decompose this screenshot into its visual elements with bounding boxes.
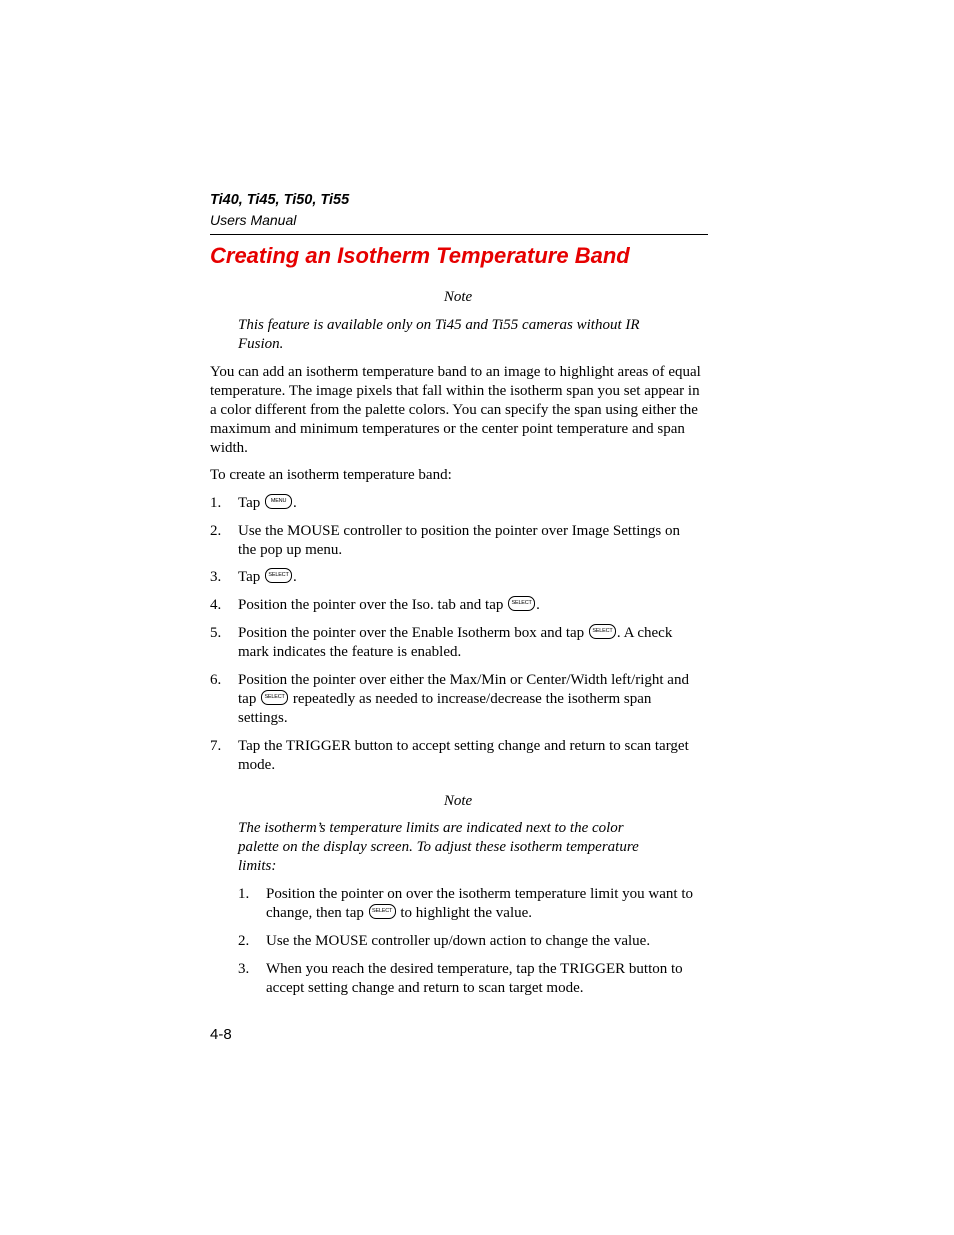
select-button-icon: SELECT bbox=[589, 624, 616, 639]
page-number: 4-8 bbox=[210, 1026, 232, 1043]
select-button-icon: SELECT bbox=[508, 596, 535, 611]
select-button-icon: SELECT bbox=[261, 690, 288, 705]
step-number: 2. bbox=[210, 523, 222, 539]
header-rule bbox=[210, 234, 708, 235]
note-step-text: When you reach the desired temperature, tap the TRIGGER button to accept setting change and return to scan target mode. bbox=[266, 961, 683, 996]
step-number: 7. bbox=[210, 738, 222, 754]
step-number: 3. bbox=[210, 569, 222, 585]
note-label: Note bbox=[443, 289, 473, 305]
step-text: Tap SELECT . bbox=[238, 569, 297, 585]
step-number: 6. bbox=[210, 672, 222, 688]
step-text: Use the MOUSE controller to position the pointer over Image Settings on the pop up menu. bbox=[238, 523, 681, 558]
step-text: Position the pointer over the Iso. tab and tap SELECT . bbox=[238, 597, 540, 613]
note-text: The isotherm’s temperature limits are indicated next to the color palette on the display screen. To adjust these isotherm temperature limits: bbox=[238, 820, 639, 874]
note-step-number: 1. bbox=[238, 886, 250, 902]
select-button-icon: SELECT bbox=[265, 568, 292, 583]
step-number: 5. bbox=[210, 625, 222, 641]
note-text: This feature is available only on Ti45 and Ti55 cameras without IR Fusion. bbox=[238, 317, 640, 352]
lead-paragraph: To create an isotherm temperature band: bbox=[210, 467, 452, 483]
section-title: Creating an Isotherm Temperature Band bbox=[210, 243, 630, 268]
note-step-number: 3. bbox=[238, 961, 250, 977]
step-text: Tap the TRIGGER button to accept setting change and return to scan target mode. bbox=[238, 738, 689, 773]
note-step-number: 2. bbox=[238, 933, 250, 949]
intro-paragraph: You can add an isotherm temperature band to an image to highlight areas of equal temperature. The image pixels that fall within the isotherm span you set appear in a color different from the palette colors. You can specify the span using either the maximum and minimum temperatures or the center point temperature and span width. bbox=[210, 364, 701, 456]
header-model: Ti40, Ti45, Ti50, Ti55 bbox=[210, 192, 350, 208]
note-step-text: Position the pointer on over the isotherm temperature limit you want to change, then tap SELECT to highlight the value. bbox=[266, 886, 694, 921]
step-number: 1. bbox=[210, 495, 222, 511]
step-text: Tap MENU . bbox=[238, 495, 297, 511]
menu-button-icon: MENU bbox=[265, 494, 292, 509]
step-number: 4. bbox=[210, 597, 222, 613]
step-text: Position the pointer over the Enable Isotherm box and tap SELECT . A check mark indicates the feature is enabled. bbox=[238, 625, 673, 660]
header-manual: Users Manual bbox=[210, 212, 297, 228]
select-button-icon: SELECT bbox=[369, 904, 396, 919]
note-step-text: Use the MOUSE controller up/down action to change the value. bbox=[266, 933, 651, 949]
note-label: Note bbox=[443, 793, 473, 809]
step-text: Position the pointer over either the Max/Min or Center/Width left/right and tap SELECT repeatedly as needed to increase/decrease the isotherm span settings. bbox=[238, 672, 689, 726]
